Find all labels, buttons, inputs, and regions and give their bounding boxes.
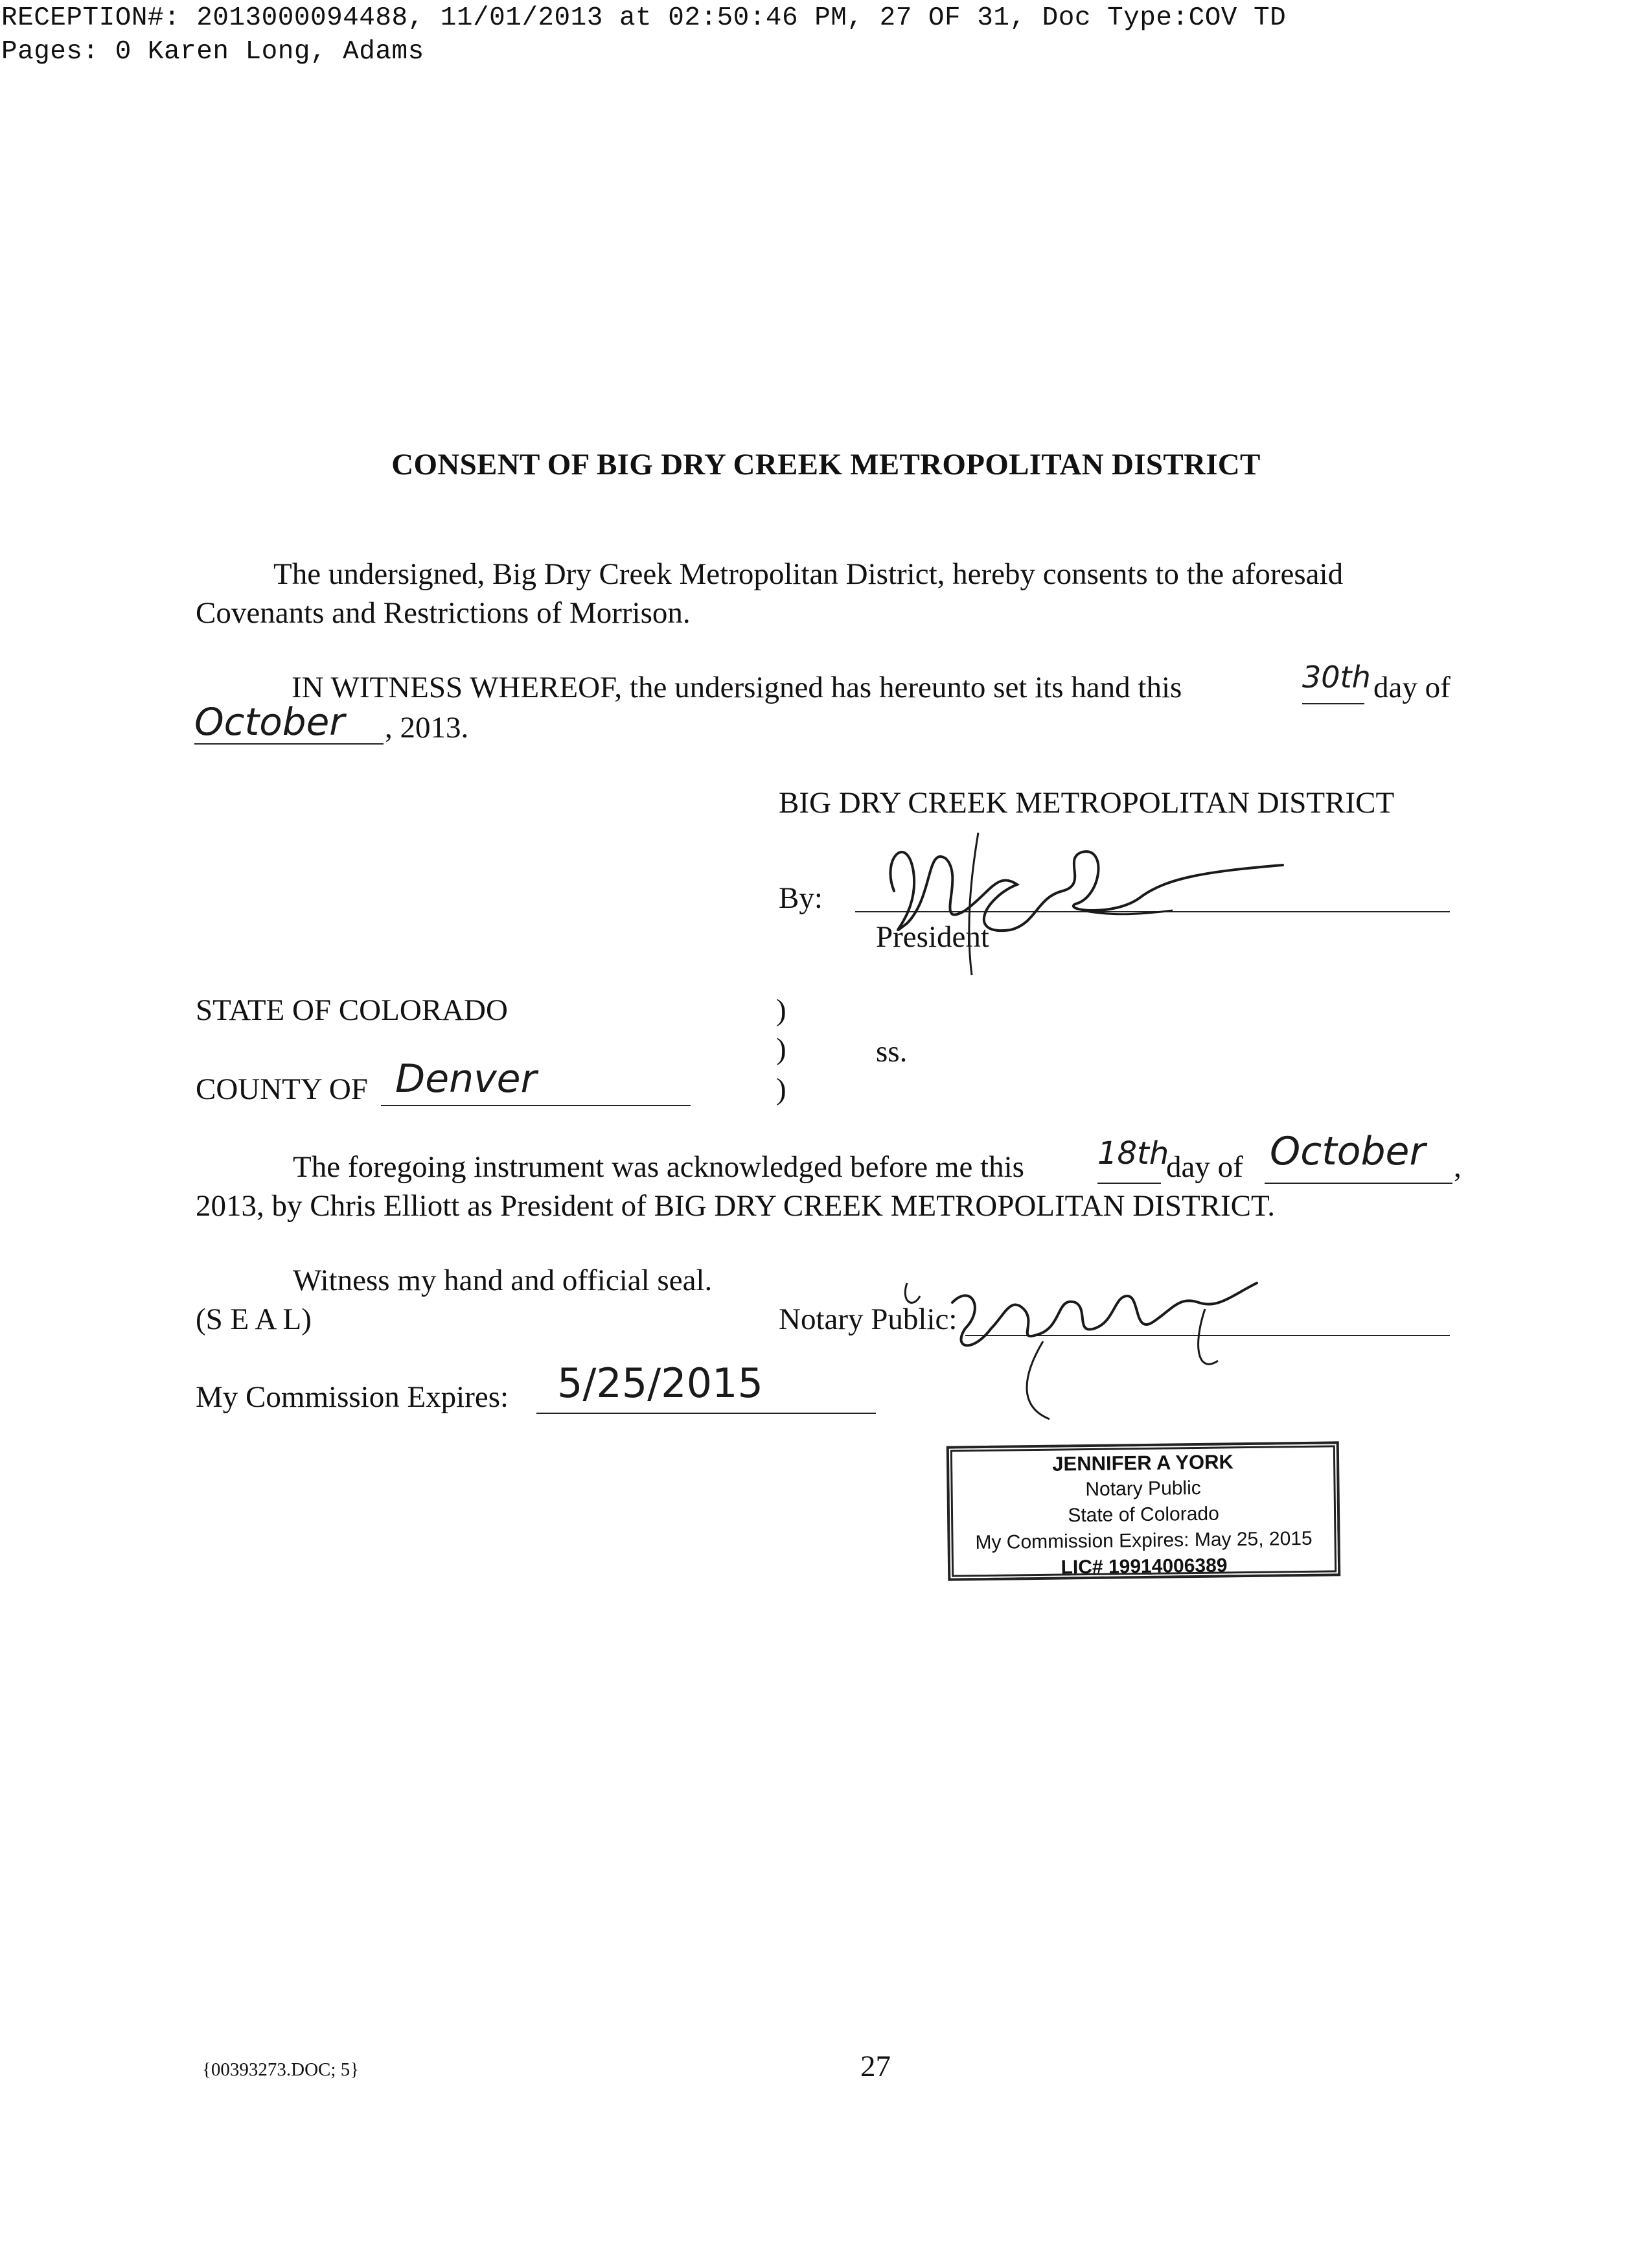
notary-public-label: Notary Public: bbox=[779, 1302, 958, 1336]
ack-month-line bbox=[1265, 1183, 1452, 1184]
witness-day-handwritten: 30th bbox=[1302, 660, 1371, 695]
consent-line2: Covenants and Restrictions of Morrison. bbox=[196, 596, 691, 630]
witness-day-of: day of bbox=[1373, 671, 1451, 704]
document-title: CONSENT OF BIG DRY CREEK METROPOLITAN DISTRICT bbox=[391, 448, 1261, 481]
notary-signature-image bbox=[894, 1257, 1296, 1426]
ack-line2: 2013, by Chris Elliott as President of BIG DRY CREEK METROPOLITAN DISTRICT. bbox=[196, 1189, 1275, 1223]
venue-state: STATE OF COLORADO bbox=[196, 993, 508, 1027]
witness-month-handwritten: October bbox=[194, 700, 345, 744]
ack-day-handwritten: 18th bbox=[1097, 1135, 1169, 1172]
witness-line1: IN WITNESS WHEREOF, the undersigned has hereunto set its hand this bbox=[292, 671, 1182, 704]
commission-line bbox=[536, 1413, 876, 1414]
consent-line1: The undersigned, Big Dry Creek Metropolitan District, hereby consents to the aforesaid bbox=[273, 557, 1344, 591]
by-label: By: bbox=[779, 881, 823, 915]
commission-label: My Commission Expires: bbox=[196, 1380, 509, 1414]
venue-ss: ss. bbox=[876, 1035, 908, 1069]
stamp-expiration: My Commission Expires: May 25, 2015 bbox=[975, 1527, 1313, 1554]
stamp-license: LIC# 19914006389 bbox=[1061, 1555, 1228, 1578]
venue-county-label: COUNTY OF bbox=[196, 1072, 368, 1106]
venue-paren-2: ) bbox=[776, 1032, 786, 1066]
commission-handwritten: 5/25/2015 bbox=[557, 1359, 763, 1407]
president-label: President bbox=[876, 920, 989, 954]
ack-day-of: day of bbox=[1166, 1150, 1243, 1184]
president-signature-image bbox=[868, 820, 1322, 982]
ack-day-line bbox=[1097, 1183, 1161, 1184]
ack-line1-a: The foregoing instrument was acknowledged before me this bbox=[293, 1150, 1024, 1184]
stamp-name: JENNIFER A YORK bbox=[1052, 1450, 1234, 1475]
stamp-state: State of Colorado bbox=[1068, 1503, 1219, 1527]
doc-reference: {00393273.DOC; 5} bbox=[202, 2059, 360, 2080]
venue-paren-3: ) bbox=[776, 1072, 786, 1106]
page-number: 27 bbox=[860, 2050, 891, 2083]
ack-comma: , bbox=[1454, 1150, 1462, 1184]
stamp-title: Notary Public bbox=[1085, 1477, 1201, 1501]
notary-witness-line: Witness my hand and official seal. bbox=[293, 1264, 713, 1297]
signature-entity: BIG DRY CREEK METROPOLITAN DISTRICT bbox=[779, 786, 1395, 820]
reception-header-line1: RECEPTION#: 2013000094488, 11/01/2013 at 02:50:46 PM, 27 OF 31, Doc Type:COV TD bbox=[1, 3, 1287, 33]
county-handwritten: Denver bbox=[395, 1056, 537, 1102]
seal-label: (S E A L) bbox=[196, 1302, 312, 1336]
witness-year: , 2013. bbox=[385, 711, 469, 745]
venue-paren-1: ) bbox=[776, 993, 786, 1027]
witness-day-line bbox=[1302, 703, 1364, 704]
reception-header-line2: Pages: 0 Karen Long, Adams bbox=[1, 37, 424, 67]
ack-month-handwritten: October bbox=[1270, 1129, 1426, 1174]
county-line bbox=[381, 1105, 691, 1106]
notary-stamp bbox=[946, 1441, 1340, 1580]
